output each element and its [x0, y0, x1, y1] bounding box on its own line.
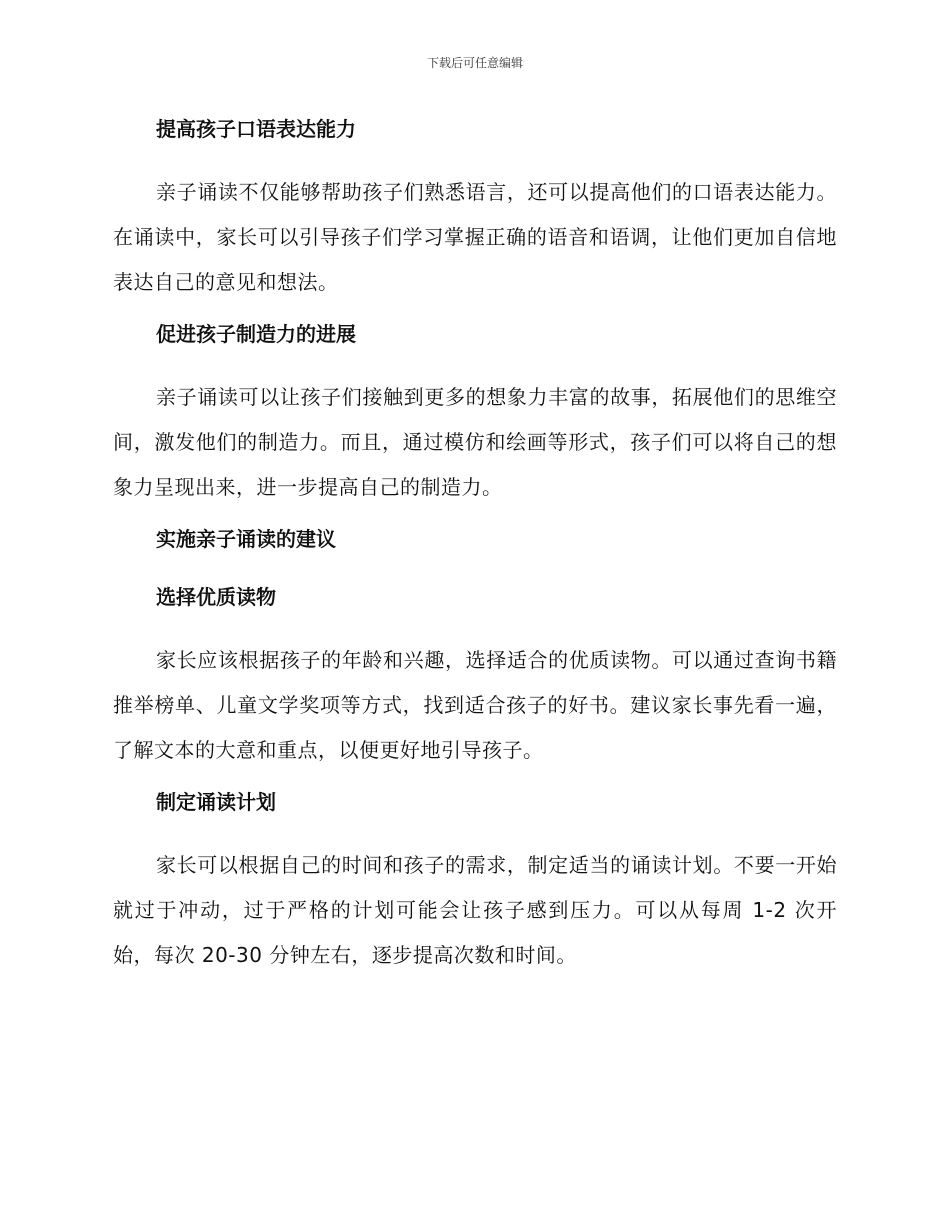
subsection-heading: 选择优质读物 — [156, 585, 276, 609]
document-body — [113, 112, 837, 990]
paragraph: 亲子诵读不仅能够帮助孩子们熟悉语言，还可以提高他们的口语表达能力。在诵读中，家长可以引导孩子们学习掌握正确的语音和语调，让他们更加自信地表达自己的意见和想法。 — [113, 180, 837, 294]
paragraph: 家长应该根据孩子的年龄和兴趣，选择适合的优质读物。可以通过查询书籍推举榜单、儿童文学奖项等方式，找到适合孩子的好书。建议家长事先看一遍，了解文本的大意和重点，以便更好地引导孩子。 — [113, 648, 837, 762]
section-heading: 实施亲子诵读的建议 — [156, 527, 336, 551]
page-header: 下载后可任意编辑 — [426, 56, 523, 70]
paragraph: 家长可以根据自己的时间和孩子的需求，制定适当的诵读计划。不要一开始就过于冲动，过于严格的计划可能会让孩子感到压力。可以从每周 1-2 次开始，每次 20-30 分钟左右，逐步提高次数和时间。 — [113, 853, 837, 967]
subsection-heading: 制定诵读计划 — [156, 790, 276, 814]
section-heading: 促进孩子制造力的进展 — [156, 322, 356, 346]
section-heading: 提高孩子口语表达能力 — [156, 117, 356, 141]
paragraph: 亲子诵读可以让孩子们接触到更多的想象力丰富的故事，拓展他们的思维空间，激发他们的制造力。而且，通过模仿和绘画等形式，孩子们可以将自己的想象力呈现出来，进一步提高自己的制造力。 — [113, 385, 837, 499]
